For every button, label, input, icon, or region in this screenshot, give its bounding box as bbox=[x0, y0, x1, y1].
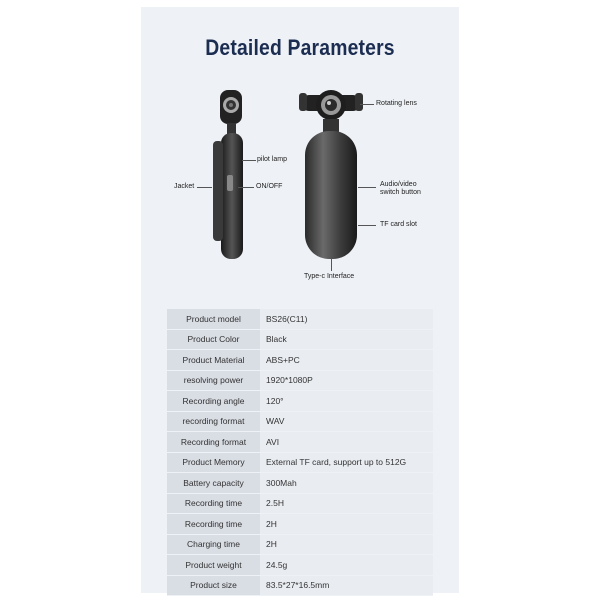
param-key: Recording format bbox=[167, 432, 260, 453]
param-value: AVI bbox=[260, 432, 433, 453]
callout-line-pilot-lamp bbox=[242, 160, 256, 161]
param-value: 300Mah bbox=[260, 473, 433, 494]
callout-line-jacket bbox=[197, 187, 212, 188]
param-value: 24.5g bbox=[260, 555, 433, 576]
page-title: Detailed Parameters bbox=[205, 35, 395, 60]
param-key: Product model bbox=[167, 309, 260, 329]
callout-jacket: Jacket bbox=[174, 183, 195, 190]
table-row bbox=[167, 329, 433, 350]
callout-line-rotating-lens bbox=[360, 104, 374, 105]
param-value: External TF card, support up to 512G bbox=[260, 452, 433, 473]
param-key: Product weight bbox=[167, 555, 260, 576]
table-row bbox=[167, 452, 433, 473]
param-value: ABS+PC bbox=[260, 350, 433, 371]
parameters-table bbox=[167, 309, 433, 596]
table-row bbox=[167, 534, 433, 555]
param-value: 2H bbox=[260, 514, 433, 535]
callout-line-type-c bbox=[331, 259, 332, 271]
table-row bbox=[167, 350, 433, 371]
callout-on-off: ON/OFF bbox=[256, 183, 283, 190]
table-row bbox=[167, 473, 433, 494]
param-value: WAV bbox=[260, 411, 433, 432]
table-row bbox=[167, 391, 433, 412]
param-key: Recording time bbox=[167, 514, 260, 535]
callout-audio-video-1: Audio/video bbox=[380, 181, 417, 188]
table-row bbox=[167, 493, 433, 514]
param-value: 1920*1080P bbox=[260, 370, 433, 391]
param-key: Product Color bbox=[167, 329, 260, 350]
param-key: Recording angle bbox=[167, 391, 260, 412]
param-value: 2.5H bbox=[260, 493, 433, 514]
callout-line-tf-card bbox=[358, 225, 376, 226]
param-key: recording format bbox=[167, 411, 260, 432]
callout-type-c: Type-c Interface bbox=[304, 273, 355, 280]
callout-tf-card-slot: TF card slot bbox=[380, 221, 417, 228]
param-key: Charging time bbox=[167, 534, 260, 555]
param-value: 2H bbox=[260, 534, 433, 555]
table-row bbox=[167, 575, 433, 596]
param-key: resolving power bbox=[167, 370, 260, 391]
callout-pilot-lamp: pilot lamp bbox=[257, 156, 287, 163]
param-value: 83.5*27*16.5mm bbox=[260, 575, 433, 596]
param-key: Product size bbox=[167, 575, 260, 596]
table-row bbox=[167, 555, 433, 576]
param-key: Product Material bbox=[167, 350, 260, 371]
param-key: Battery capacity bbox=[167, 473, 260, 494]
param-value: 120° bbox=[260, 391, 433, 412]
param-key: Recording time bbox=[167, 493, 260, 514]
table-row bbox=[167, 432, 433, 453]
table-row bbox=[167, 514, 433, 535]
param-value: BS26(C11) bbox=[260, 309, 433, 329]
callout-line-audio-video bbox=[358, 187, 376, 188]
callout-line-on-off bbox=[238, 187, 254, 188]
callout-rotating-lens: Rotating lens bbox=[376, 100, 417, 107]
table-row bbox=[167, 411, 433, 432]
camera-side-view bbox=[205, 85, 265, 265]
camera-front-view bbox=[297, 85, 367, 265]
table-row bbox=[167, 309, 433, 329]
callout-audio-video-2: switch button bbox=[380, 189, 421, 196]
table-row bbox=[167, 370, 433, 391]
param-key: Product Memory bbox=[167, 452, 260, 473]
param-value: Black bbox=[260, 329, 433, 350]
